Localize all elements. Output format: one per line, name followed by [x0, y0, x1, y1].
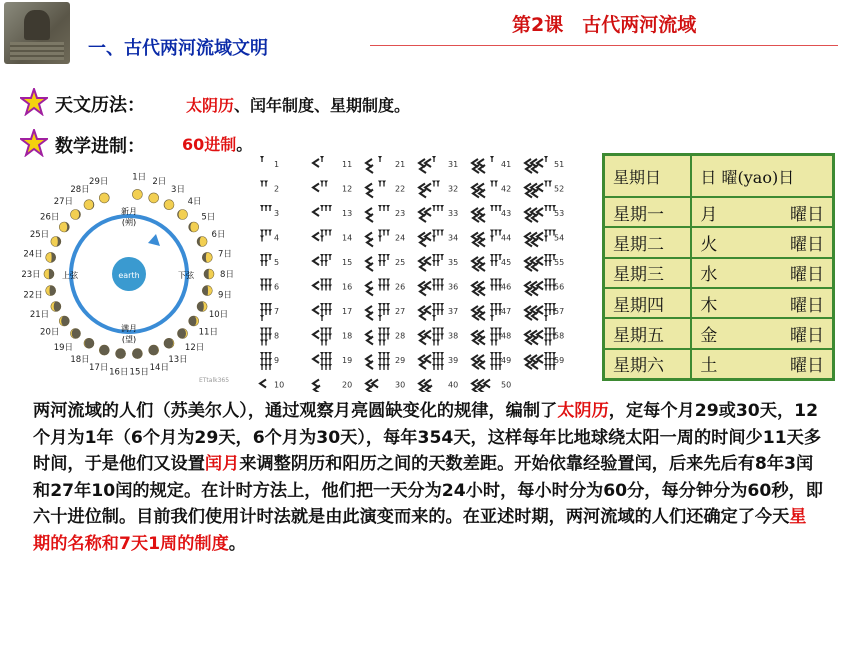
cuneiform-glyph [525, 328, 556, 346]
numeral-label: 56 [554, 282, 565, 292]
numeral-label: 25 [395, 258, 406, 267]
numeral-label: 44 [501, 233, 512, 243]
table-cell: 火 [700, 234, 718, 255]
day-label: 17日 [89, 363, 109, 374]
cuneiform-glyph [419, 303, 444, 321]
cuneiform-glyph [525, 303, 556, 321]
cuneiform-glyph [525, 254, 556, 271]
cuneiform-glyph [366, 303, 390, 321]
moon-shadow [116, 349, 126, 359]
numeral-label: 18 [342, 331, 353, 341]
numeral-label: 34 [448, 233, 459, 243]
last-quarter-label: 下弦 [178, 271, 194, 280]
cuneiform-glyph [260, 279, 272, 291]
numeral-label: 3 [274, 209, 280, 218]
day-label: 24日 [23, 249, 43, 260]
cuneiform-glyph [366, 279, 390, 296]
table-cell: 曜日 [790, 265, 824, 286]
numeral-label: 42 [501, 184, 512, 194]
day-label: 7日 [217, 249, 232, 260]
cuneiform-glyph [525, 205, 556, 222]
table-cell: 星期三 [604, 258, 692, 288]
cuneiform-glyph [472, 303, 502, 321]
day-label: 1日 [132, 172, 147, 183]
numeral-label: 46 [501, 282, 512, 292]
cuneiform-glyph [260, 303, 272, 321]
numeral-label: 49 [501, 356, 512, 365]
day-label: 28日 [70, 185, 90, 196]
paragraph-highlight: 闰月 [204, 454, 240, 475]
numeral-label: 35 [448, 258, 459, 267]
header-divider [370, 45, 838, 46]
cuneiform-glyph [313, 328, 332, 346]
bullet-math-label: 数学进制： [55, 136, 145, 157]
cuneiform-glyph [260, 230, 272, 242]
weekday-names-table [602, 153, 835, 381]
cuneiform-glyph [472, 352, 502, 370]
day-label: 22日 [23, 290, 43, 301]
numeral-label: 16 [342, 282, 353, 292]
moon-phase-calendar [14, 168, 246, 386]
cuneiform-glyph [313, 279, 332, 291]
moon-shadow [202, 286, 208, 296]
table-cell: 曜日 [790, 325, 824, 346]
cuneiform-glyph [313, 254, 332, 266]
bullet-math-text: 。 [236, 135, 253, 154]
bullet-astronomy-highlight: 太阴历 [186, 96, 235, 115]
cuneiform-glyph [313, 303, 332, 321]
table-cell: 曜日 [790, 356, 824, 377]
cuneiform-numerals-chart [258, 152, 578, 392]
numeral-label: 22 [395, 184, 406, 194]
day-label: 18日 [70, 354, 90, 365]
table-cell: 水 [700, 265, 718, 286]
bullet-astronomy-label: 天文历法： [55, 95, 145, 116]
moon-shadow [50, 286, 56, 296]
paragraph-text: 。 [228, 533, 246, 554]
cuneiform-glyph [260, 328, 272, 346]
table-cell: 曜日 [790, 234, 824, 255]
paragraph-text: 来调整阴历和阳历之间的天数差距。开始依靠经验置闰，后来先后有8年3闰和27年10闰的规定。在计时方法上，他们把一天分为24小时，每小时分为60分，每分钟分为60秒，即六十进位制。目前我们使用计时法就是由此演变而来的。在亚述时期，两河流域的人们还确定了今天 [33, 454, 823, 528]
cuneiform-glyph [419, 380, 432, 393]
numeral-label: 8 [274, 331, 280, 341]
section-title: 一、古代两河流域文明 [88, 38, 268, 59]
watermark-text: ETtalk365 [198, 377, 230, 384]
cuneiform-glyph [525, 156, 548, 173]
numeral-label: 4 [274, 233, 280, 243]
numeral-label: 41 [501, 160, 512, 169]
cuneiform-glyph [366, 328, 390, 346]
numeral-label: 58 [554, 331, 565, 341]
table-cell: 月 [700, 204, 718, 225]
day-label: 9日 [217, 290, 232, 301]
day-label: 3日 [171, 185, 185, 196]
cuneiform-glyph [419, 279, 444, 296]
table-cell: 曜日 [790, 295, 824, 316]
cuneiform-glyph [313, 352, 332, 370]
day-label: 20日 [40, 327, 60, 338]
cuneiform-glyph [366, 156, 382, 173]
table-cell: 金 [700, 325, 718, 346]
table-cell: 土 [700, 356, 718, 377]
moon-shadow [197, 302, 204, 312]
numeral-label: 53 [554, 209, 565, 218]
cuneiform-glyph [366, 181, 386, 198]
table-cell: 星期四 [604, 288, 692, 318]
numeral-label: 33 [448, 209, 459, 218]
numeral-label: 28 [395, 331, 406, 341]
moon-shadow [132, 349, 142, 359]
table-cell: 星期五 [604, 318, 692, 348]
paragraph-highlight: 太阴历 [557, 401, 609, 421]
day-label: 2日 [152, 176, 167, 187]
day-label: 11日 [198, 327, 218, 338]
numeral-label: 36 [448, 282, 459, 292]
cuneiform-glyph [366, 380, 378, 393]
star-bullet-icon [20, 88, 48, 116]
numeral-label: 1 [274, 160, 280, 169]
cuneiform-glyph [419, 156, 436, 173]
numeral-label: 50 [501, 380, 512, 390]
day-label: 8日 [220, 270, 234, 280]
numeral-label: 27 [395, 307, 406, 316]
stele-thumbnail-image [4, 2, 70, 64]
cuneiform-glyph [472, 181, 498, 198]
cuneiform-glyph [419, 352, 444, 370]
numeral-label: 24 [395, 233, 406, 243]
numeral-label: 21 [395, 160, 406, 169]
table-cell: 曜日 [790, 204, 824, 225]
numeral-label: 6 [274, 282, 280, 292]
cuneiform-glyph [366, 205, 390, 222]
numeral-label: 37 [448, 307, 459, 316]
day-label: 4日 [187, 197, 202, 208]
numeral-label: 48 [501, 331, 512, 341]
numeral-label: 5 [274, 258, 280, 267]
numeral-label: 11 [342, 160, 353, 169]
numeral-label: 19 [342, 356, 353, 365]
numeral-label: 13 [342, 209, 353, 218]
day-label: 15日 [129, 367, 149, 378]
bullet-math-highlight: 60进制 [182, 135, 237, 154]
day-label: 25日 [29, 230, 50, 241]
cuneiform-glyph [366, 352, 390, 370]
paragraph-text: 两河流域的人们（苏美尔人），通过观察月亮圆缺变化的规律，编制了 [33, 401, 558, 421]
day-label: 5日 [201, 212, 216, 223]
numeral-label: 54 [554, 233, 565, 243]
cuneiform-glyph [472, 328, 502, 346]
table-header-cell: 星期日 [604, 155, 692, 198]
cuneiform-glyph [313, 380, 320, 393]
new-moon-sub-label: (朔) [121, 218, 137, 227]
cuneiform-glyph [472, 279, 502, 296]
cuneiform-glyph [260, 156, 264, 162]
cuneiform-glyph [472, 254, 502, 271]
day-label: 19日 [53, 342, 74, 353]
numeral-label: 43 [501, 209, 512, 218]
cuneiform-glyph [260, 254, 272, 266]
moon-shadow [204, 269, 209, 279]
numeral-label: 38 [448, 331, 459, 341]
day-label: 27日 [53, 197, 74, 208]
day-label: 10日 [208, 309, 229, 320]
numeral-label: 40 [448, 380, 459, 390]
cuneiform-glyph [525, 230, 556, 247]
numeral-label: 26 [395, 282, 406, 292]
cuneiform-glyph [525, 352, 556, 370]
day-label: 13日 [168, 354, 188, 365]
cuneiform-glyph [313, 205, 332, 216]
numeral-label: 30 [395, 380, 406, 390]
numeral-label: 14 [342, 233, 353, 243]
cuneiform-glyph [472, 230, 502, 247]
numeral-label: 20 [342, 380, 353, 390]
table-cell: 星期二 [604, 227, 692, 257]
cuneiform-glyph [366, 254, 390, 271]
moon-shadow [100, 345, 110, 355]
cuneiform-glyph [419, 181, 440, 198]
cuneiform-glyph [260, 352, 272, 370]
cuneiform-glyph [419, 254, 444, 271]
table-cell: 星期六 [604, 349, 692, 380]
numeral-label: 32 [448, 184, 459, 194]
cuneiform-glyph [260, 181, 268, 187]
new-moon-label: 新月 [121, 207, 137, 216]
numeral-label: 55 [554, 258, 565, 267]
day-label: 21日 [29, 309, 50, 320]
paragraph-highlight: 星期的名称和7天1周的制度 [33, 507, 807, 554]
table-header-cell: 日 曜(yao)日 [691, 155, 833, 198]
cuneiform-glyph [260, 205, 272, 211]
main-paragraph [33, 398, 823, 558]
numeral-label: 39 [448, 356, 459, 365]
day-label: 26日 [40, 212, 60, 223]
numeral-label: 7 [274, 307, 280, 316]
day-label: 23日 [21, 270, 41, 280]
numeral-label: 45 [501, 258, 512, 267]
numeral-label: 23 [395, 209, 406, 218]
cuneiform-glyph [313, 156, 324, 167]
paragraph-text: ，定每个月29或30天，12个月为1年（6个月为29天，6个月为30天），每年354天，这样每年比地球绕太阳一周的时间少11天多时间，于是他们又设置 [33, 401, 822, 475]
cuneiform-glyph [419, 328, 444, 346]
numeral-label: 29 [395, 356, 406, 365]
cuneiform-glyph [366, 230, 390, 247]
first-quarter-label: 上弦 [62, 271, 78, 280]
cuneiform-glyph [525, 279, 556, 296]
star-bullet-icon [20, 129, 48, 157]
cuneiform-glyph [313, 230, 332, 242]
cuneiform-glyph [419, 230, 444, 247]
cuneiform-glyph [260, 380, 266, 388]
numeral-label: 10 [274, 380, 285, 390]
cuneiform-glyph [472, 156, 494, 173]
moon-shadow [149, 345, 159, 355]
lesson-title: 第2课 古代两河流域 [512, 14, 697, 36]
bullet-astronomy-text: 、闰年制度、星期制度。 [234, 96, 411, 115]
numeral-label: 59 [554, 356, 565, 365]
numeral-label: 51 [554, 160, 565, 169]
cuneiform-glyph [525, 181, 552, 198]
numeral-label: 2 [274, 184, 280, 194]
table-cell: 木 [700, 295, 718, 316]
moon-shadow [49, 269, 54, 279]
cuneiform-glyph [313, 181, 328, 192]
day-label: 12日 [184, 342, 205, 353]
numeral-label: 52 [554, 184, 565, 194]
cuneiform-glyph [419, 205, 444, 222]
numeral-label: 12 [342, 184, 353, 194]
table-cell: 星期一 [604, 197, 692, 227]
day-label: 16日 [109, 367, 129, 378]
numeral-label: 47 [501, 307, 512, 316]
numeral-label: 15 [342, 258, 353, 267]
numeral-label: 57 [554, 307, 565, 316]
full-moon-label: 满月 [121, 324, 137, 333]
numeral-label: 17 [342, 307, 353, 316]
moon-phase-icon [132, 189, 142, 199]
numeral-label: 9 [274, 356, 280, 365]
cuneiform-glyph [472, 205, 502, 222]
numeral-label: 31 [448, 160, 459, 169]
cuneiform-glyph [472, 380, 490, 393]
day-label: 29日 [89, 176, 109, 187]
earth-label: earth [118, 271, 140, 280]
day-label: 14日 [149, 363, 169, 374]
day-label: 6日 [211, 230, 226, 241]
full-moon-sub-label: (望) [121, 335, 137, 344]
